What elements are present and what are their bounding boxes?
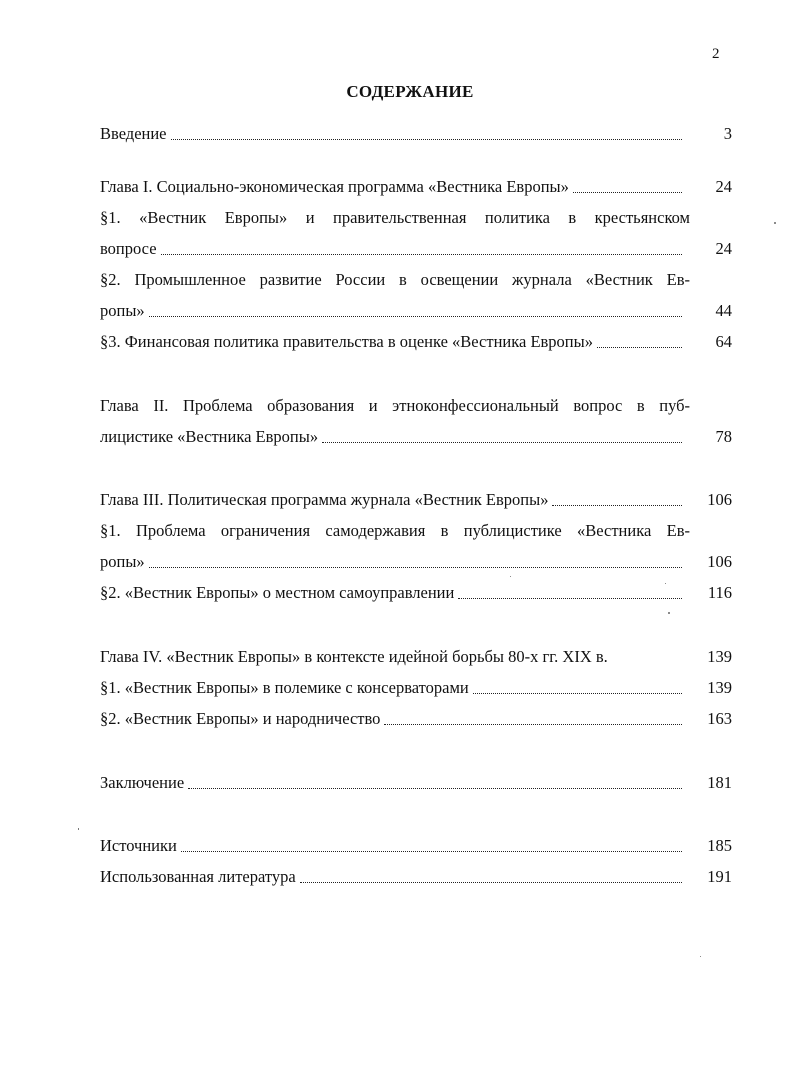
toc-entry-page: 139: [707, 678, 732, 697]
toc-entry-page: 78: [715, 427, 732, 446]
toc-entry-text: вопросе: [100, 239, 157, 258]
toc-entry-page: 44: [715, 301, 732, 320]
toc-entry-text: §3. Финансовая политика правительства в оценке «Вестника Европы»: [100, 332, 593, 351]
dot-leader: [300, 882, 682, 883]
toc-entry-text: Заключение: [100, 773, 185, 792]
toc-entry-chapter-1-section-1-line-1: §1. «Вестник Европы» и правительственная политика в крестьянском: [100, 208, 690, 227]
toc-entry-literature: [100, 865, 732, 889]
toc-entry-chapter-4-section-1: [100, 676, 732, 700]
toc-entry-text: §2. «Вестник Европы» о местном самоуправлении: [100, 583, 455, 602]
toc-entry-chapter-1-section-1-line-2: [100, 237, 732, 261]
toc-entry-chapter-4-section-2: [100, 707, 732, 731]
toc-entry-page: 3: [723, 124, 732, 143]
toc-entry-page: 191: [707, 867, 732, 886]
dot-leader: [573, 192, 682, 193]
toc-entry-text: ропы»: [100, 552, 145, 571]
dot-leader: [181, 851, 682, 852]
dot-leader: [161, 254, 682, 255]
dot-leader: [188, 788, 682, 789]
toc-entry-text: Использованная литература: [100, 867, 296, 886]
toc-entry-text: §2. «Вестник Европы» и народничество: [100, 709, 381, 728]
dot-leader: [322, 442, 682, 443]
scan-speck: [510, 576, 511, 577]
toc-entry-page: 181: [707, 773, 732, 792]
toc-entry-chapter-1-section-3: [100, 330, 732, 354]
page-title: СОДЕРЖАНИЕ: [346, 82, 474, 101]
dot-leader: [458, 598, 682, 599]
toc-entry-chapter-3-section-1-line-1: §1. Проблема ограничения самодержавия в публицистике «Вестника Ев-: [100, 521, 690, 540]
dot-leader: [171, 139, 682, 140]
scan-speck: [700, 956, 701, 957]
dot-leader: [149, 316, 682, 317]
toc-entry-page: 106: [707, 490, 732, 509]
dot-leader: [597, 347, 682, 348]
toc-entry-page: 64: [715, 332, 732, 351]
toc-entry-chapter-4: [100, 645, 732, 669]
toc-entry-text: ропы»: [100, 301, 145, 320]
dot-leader: [149, 567, 682, 568]
toc-entry-page: 106: [707, 552, 732, 571]
page-number: 2: [712, 46, 720, 62]
scan-speck: [774, 222, 776, 224]
toc-entry-sources: [100, 834, 732, 858]
toc-entry-chapter-2-line-2: [100, 425, 732, 449]
dot-leader: [384, 724, 682, 725]
toc-entry-page: 163: [707, 709, 732, 728]
scan-speck: [665, 583, 666, 584]
toc-entry-intro: [100, 122, 732, 146]
toc-entry-chapter-1-section-2-line-1: §2. Промышленное развитие России в освещении журнала «Вестник Ев-: [100, 270, 690, 289]
toc-entry-chapter-3-section-2: [100, 581, 732, 605]
dot-leader: [473, 693, 682, 694]
toc-entry-chapter-1-section-2-line-2: [100, 299, 732, 323]
toc-entry-conclusion: [100, 771, 732, 795]
toc-entry-text: Глава III. Политическая программа журнала «Вестник Европы»: [100, 490, 549, 509]
toc-entry-text: лицистике «Вестника Европы»: [100, 427, 319, 446]
scan-speck: [668, 612, 670, 614]
toc-entry-text: §1. «Вестник Европы» в полемике с консерваторами: [100, 678, 469, 697]
toc-entry-page: 139: [707, 647, 732, 666]
dot-leader: [552, 505, 682, 506]
toc-entry-chapter-2-line-1: Глава II. Проблема образования и этноконфессиональный вопрос в пуб-: [100, 396, 690, 415]
toc-entry-page: 24: [715, 239, 732, 258]
toc-entry-chapter-3: [100, 488, 732, 512]
toc-entry-page: 116: [707, 583, 732, 602]
scan-speck: [78, 828, 79, 830]
toc-entry-text: Введение: [100, 124, 167, 143]
toc-entry-page: 185: [707, 836, 732, 855]
toc-entry-page: 24: [715, 177, 732, 196]
toc-entry-text: Источники: [100, 836, 177, 855]
toc-entry-text: Глава IV. «Вестник Европы» в контексте идейной борьбы 80-х гг. XIX в.: [100, 647, 608, 666]
toc-entry-chapter-3-section-1-line-2: [100, 550, 732, 574]
toc-entry-chapter-1: [100, 175, 732, 199]
toc-entry-text: Глава I. Социально-экономическая программа «Вестника Европы»: [100, 177, 569, 196]
